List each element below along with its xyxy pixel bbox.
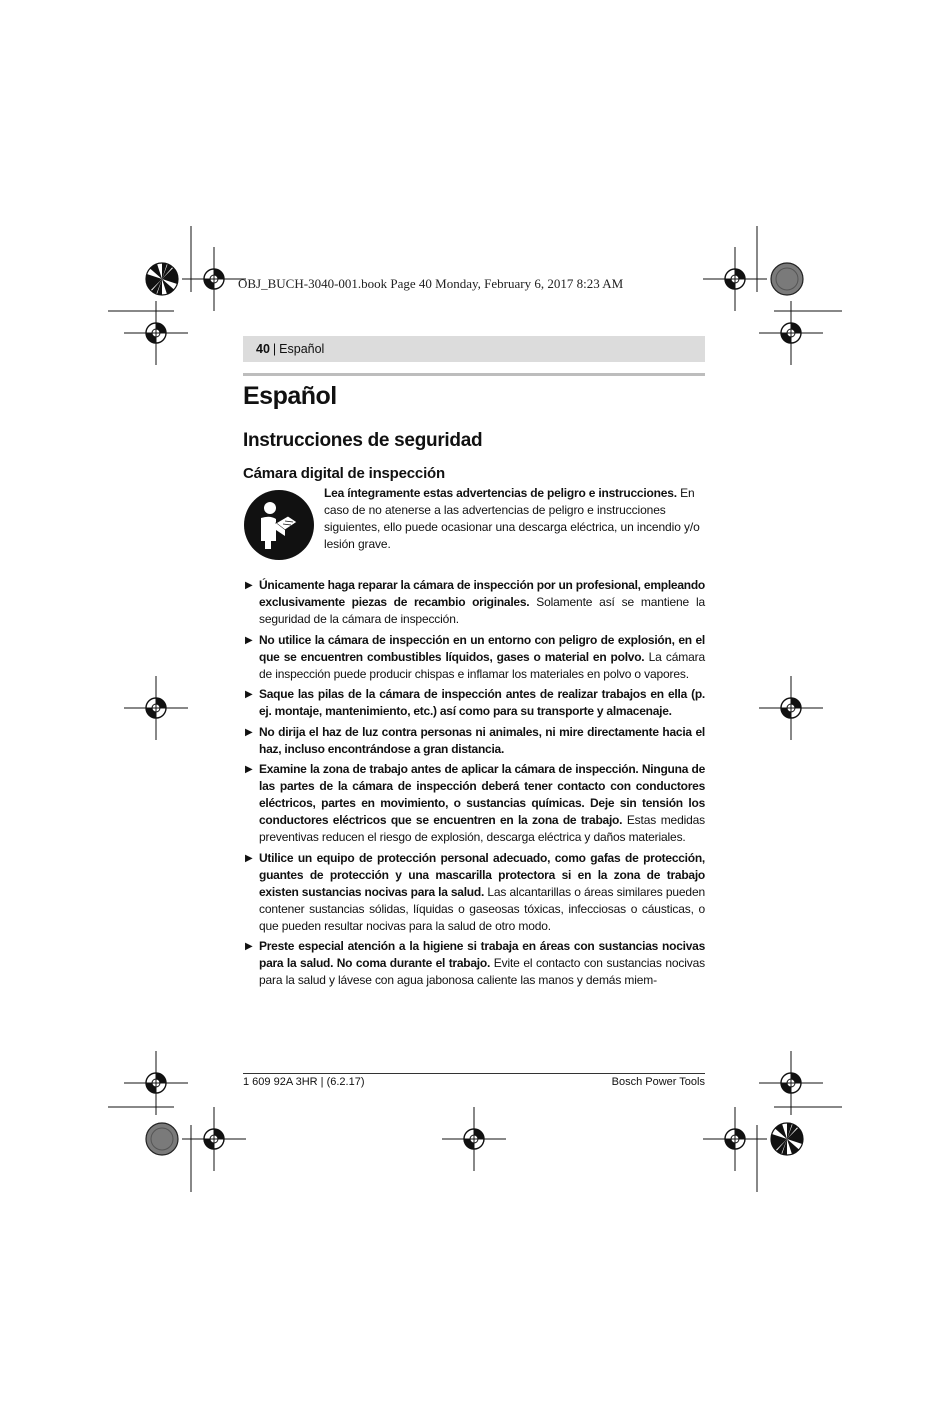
list-item [243, 632, 705, 683]
footer-rule [243, 1073, 705, 1074]
footer-brand: Bosch Power Tools [611, 1076, 705, 1088]
list-item [243, 686, 705, 720]
footer-doc-number: 1 609 92A 3HR | (6.2.17) [243, 1076, 365, 1088]
list-item [243, 761, 705, 846]
page-number: 40 [256, 342, 270, 356]
rule-text: Estas medidas preventivas reducen el riesgo de explosión, descarga eléctrica y daños materiales. [259, 813, 706, 844]
page-title: Español [243, 382, 337, 410]
rule-bold: Utilice un equipo de protección personal adecuado, como gafas de protección, guantes de protección y una mascarilla protectora si en la zona de trabajo existen sustancias nocivas para la salud. [259, 850, 705, 899]
bullet-icon: ▶ [245, 580, 253, 591]
list-item [243, 850, 705, 935]
rule-bold: No utilice la cámara de inspección en un entorno con peligro de explosión, en el que se encuentren combustibles líquidos, gases o material en polvo. [259, 632, 705, 664]
rule-bold: Únicamente haga reparar la cámara de inspección por un profesional, empleando exclusivamente piezas de recambio originales. [259, 578, 705, 609]
page-header [243, 336, 705, 362]
safety-rules-list [243, 577, 705, 989]
rule-text: Las alcantarillas o áreas similares pueden contener sustancias sólidas, líquidas o gaseosas tóxicas, infecciosas o cáusticas, o que pueden resultar nocivas para la salud de otro modo. [259, 884, 706, 933]
intro-warning [243, 485, 705, 561]
section-heading: Instrucciones de seguridad [243, 430, 483, 451]
bullet-icon: ▶ [245, 852, 253, 864]
rule-bold: No dirija el haz de luz contra personas ni animales, ni mire directamente hacia el haz, incluso encontrándose a gran distancia. [259, 724, 705, 756]
header-section: Español [279, 342, 325, 356]
bullet-icon: ▶ [245, 689, 253, 700]
rule-text: Solamente así se mantiene la seguridad de la cámara de inspección. [259, 595, 705, 626]
intro-bold: Lea íntegramente estas advertencias de peligro e instrucciones. [324, 486, 677, 500]
intro-text: En caso de no atenerse a las advertencias de peligro e instrucciones siguientes, ello puede ocasionar una descarga eléctrica, un incendio y/o lesión grave. [324, 486, 700, 551]
bullet-icon: ▶ [245, 941, 253, 952]
read-manual-icon [243, 489, 315, 561]
rule-bold: Preste especial atención a la higiene si trabaja en áreas con sustancias nocivas para la salud. No coma durante el trabajo. [259, 939, 705, 970]
header-separator: | [272, 342, 277, 356]
rule-text: La cámara de inspección puede producir chispas e inflamar los materiales en polvo o vapores. [259, 649, 705, 681]
rule-bold: Saque las pilas de la cámara de inspección antes de realizar trabajos en ella (p. ej. montaje, mantenimiento, etc.) así como para su transporte y almacenaje. [259, 687, 705, 718]
list-item [243, 577, 705, 628]
list-item [243, 938, 705, 989]
bullet-icon: ▶ [245, 764, 253, 775]
list-item [243, 724, 705, 758]
rule-bold: Examine la zona de trabajo antes de aplicar la cámara de inspección. Ninguna de las partes de la cámara de inspección deberá tener contacto con conductores eléctricos, partes en movimiento, o sustancias químicas. Deje sin tensión los conductores eléctricos que se encuentren en la zona de trabajo. [259, 762, 705, 827]
subsection-heading: Cámara digital de inspección [243, 465, 445, 482]
rule-text: Evite el contacto con sustancias nocivas para la salud y lávese con agua jabonosa caliente las manos y demás miem- [259, 956, 705, 987]
bullet-icon: ▶ [245, 634, 253, 646]
page-content [243, 376, 705, 993]
bullet-icon: ▶ [245, 726, 253, 738]
print-info: OBJ_BUCH-3040-001.book Page 40 Monday, February 6, 2017 8:23 AM [238, 276, 624, 291]
